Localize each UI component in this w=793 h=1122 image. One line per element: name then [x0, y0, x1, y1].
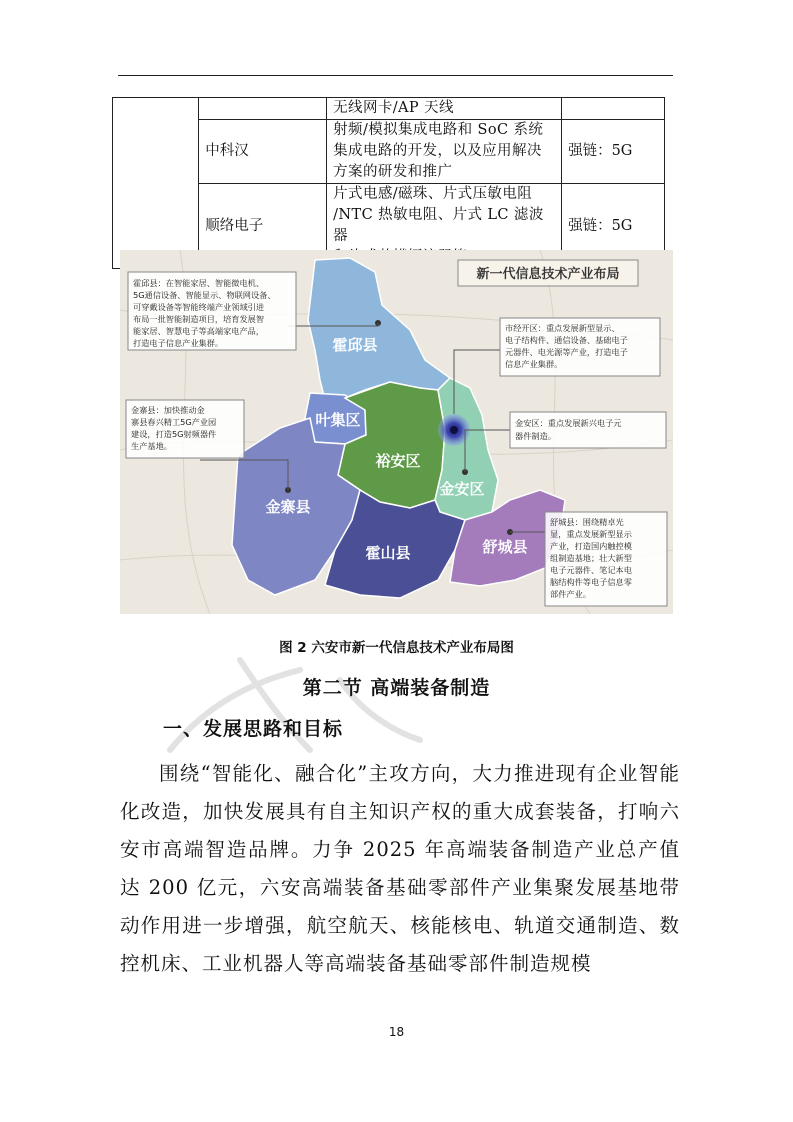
page-number: 18 [388, 1025, 405, 1039]
callout-line: 能家居、智慧电子等高端家电产品， [133, 326, 265, 336]
header-rule [118, 75, 673, 76]
callout-line: 金寨县：加快推动金 [131, 405, 205, 415]
table-cell-chain [562, 98, 665, 120]
body-paragraph: 围绕“智能化、融合化”主攻方向，大力推进现有企业智能化改造，加快发展具有自主知识产权的重大成套装备，打响六安市高端智造品牌。力争 2025 年高端装备制造产业总产值达 200 亿元，六安高端装备基础零部件产业集聚发展基地带动作用进一步增强，航空航天、核能核电、轨道交通制造、数控机床、工业机器人等高端装备基础零部件制造规模 [120, 762, 680, 975]
callout-line: 金安区：重点发展新兴电子元 [515, 418, 622, 428]
region-label-huoshan: 霍山县 [365, 545, 411, 562]
callout-line: 5G通信设备、智能显示、物联网设备、 [133, 290, 276, 300]
region-label-jinan: 金安区 [439, 481, 485, 498]
table-cell-chain: 强链：5G [562, 184, 665, 269]
region-label-huoqiu: 霍邱县 [332, 337, 378, 354]
table-cell-category [113, 98, 199, 269]
callout-line: 霍邱县：在智能家居、智能微电机、 [133, 278, 265, 288]
table-row [113, 98, 665, 120]
table-cell-company [199, 98, 327, 120]
table-cell-company: 顺络电子 [199, 184, 327, 269]
callout-line: 信息产业集群。 [505, 359, 563, 369]
callout-line: 寨县春兴精工5G产业园 [131, 417, 217, 427]
callout-line: 电子元器件、笔记本电 [550, 565, 632, 575]
products-line: 集成电路的开发，以及应用解决 [333, 143, 542, 159]
industry-layout-map [120, 250, 673, 614]
table-cell-company: 中科汉 [199, 120, 327, 184]
callout-line: 电子结构件、通信设备、基础电子 [505, 335, 628, 345]
table-cell-products [327, 98, 562, 120]
products-line: 射频/模拟集成电路和 SoC 系统 [333, 122, 544, 138]
callout-line: 舒城县：围绕精卓光 [550, 517, 624, 527]
region-label-jinzhai: 金寨县 [265, 499, 311, 516]
callout-line: 显，重点发展新型显示 [550, 529, 632, 539]
callout-line: 器件制造。 [515, 431, 556, 441]
kaifa-hotspot-center [450, 426, 458, 434]
callout-line: 打造电子信息产业集群。 [133, 338, 224, 348]
callout-line: 部件产业。 [550, 589, 591, 599]
products-line: /NTC 热敏电阻、片式 LC 滤波器 [333, 207, 544, 244]
callout-line: 市经开区：重点发展新型显示、 [505, 323, 620, 333]
callout-line: 可穿戴设备等智能终端产业领域引进 [133, 302, 265, 312]
callout-line: 建设，打造5G射频器件 [131, 429, 217, 439]
region-label-yuan: 裕安区 [375, 453, 421, 470]
region-label-yeji: 叶集区 [315, 412, 361, 429]
table-cell-products [327, 120, 562, 184]
section-title: 第二节 高端装备制造 [302, 677, 491, 699]
subsection-title: 一、发展思路和目标 [163, 718, 344, 740]
callout-line: 脑结构件等电子信息零 [550, 577, 632, 587]
products-line: 无线网卡/AP 天线 [333, 100, 454, 116]
callout-line: 生产基地。 [131, 441, 172, 451]
products-line: 片式电感/磁珠、片式压敏电阻 [333, 186, 533, 202]
callout-line: 布局一批智能制造项目，培育发展智 [133, 314, 265, 324]
callout-line: 组制造基地；壮大新型 [550, 553, 632, 563]
watermark-stroke [150, 640, 430, 760]
products-line: 方案的研发和推广 [333, 164, 453, 180]
region-label-shucheng: 舒城县 [482, 539, 528, 556]
table-cell-chain: 强链：5G [562, 120, 665, 184]
callout-line: 产业，打造国内触控模 [550, 541, 632, 551]
map-title: 新一代信息技术产业布局 [476, 266, 620, 281]
callout-line: 元器件、电光源等产业，打造电子 [505, 347, 628, 357]
figure-caption: 图 2 六安市新一代信息技术产业布局图 [279, 640, 514, 656]
company-table [112, 97, 665, 269]
